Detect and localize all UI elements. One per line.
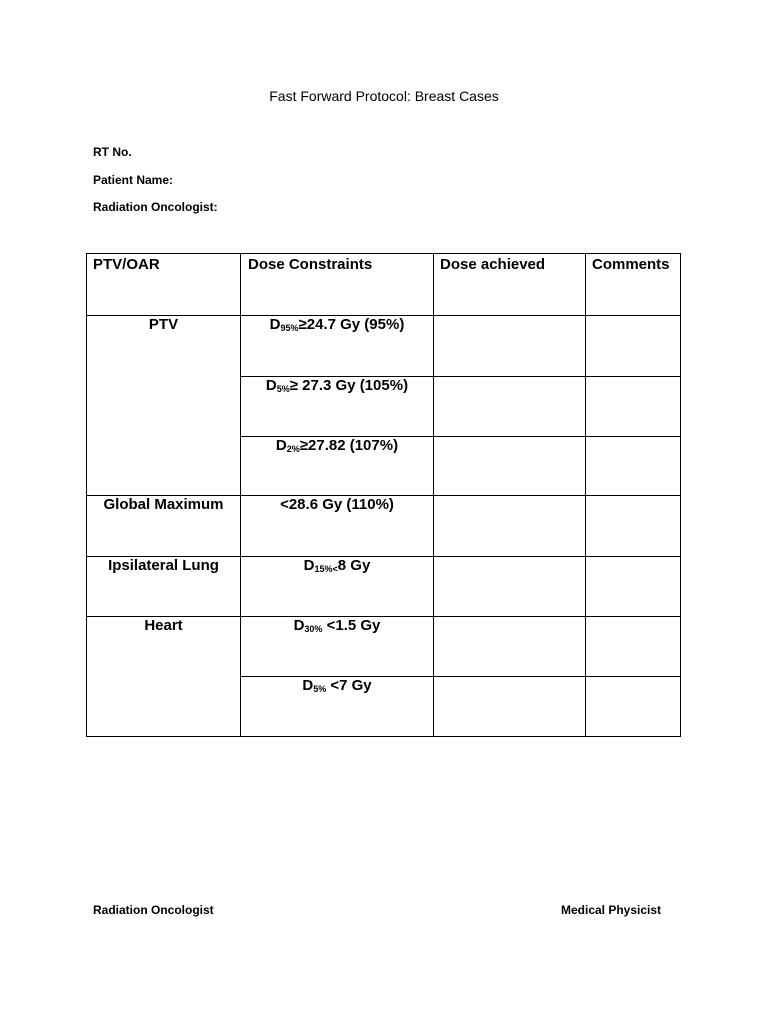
comments-cell[interactable] [586, 557, 681, 617]
header-ptv-oar: PTV/OAR [87, 254, 241, 316]
dose-constraint-cell: $D_{30\%} <1.5$ Gy [241, 617, 434, 677]
organ-ptv: PTV [87, 316, 241, 496]
dose-constraint-cell: $D_{95\%}\ge 24.7$ Gy (95%) [241, 316, 434, 377]
organ-global-maximum: Global Maximum [87, 496, 241, 557]
dose-constraint-cell: $D_{2\%}\ge 27.82$ (107%) [241, 437, 434, 496]
dose-constraint-cell: $D_{15\%<}8$ Gy [241, 557, 434, 617]
organ-ipsilateral-lung: Ipsilateral Lung [87, 557, 241, 617]
header-dose-constraints: Dose Constraints [241, 254, 434, 316]
table-row [87, 316, 681, 377]
page-title: Fast Forward Protocol: Breast Cases [269, 88, 499, 104]
dose-constraint-cell: <28.6 Gy (110%) [241, 496, 434, 557]
header-dose-achieved: Dose achieved [434, 254, 586, 316]
table-row [87, 617, 681, 677]
comments-cell[interactable] [586, 437, 681, 496]
organ-heart: Heart [87, 617, 241, 737]
dose-achieved-cell[interactable] [434, 377, 586, 437]
dose-achieved-cell[interactable] [434, 557, 586, 617]
dose-achieved-cell[interactable] [434, 677, 586, 737]
header-comments: Comments [586, 254, 681, 316]
dose-constraints-table [86, 253, 681, 737]
table-row [87, 496, 681, 557]
dose-constraint-cell: $D_{5\%} <7$ Gy [241, 677, 434, 737]
dose-achieved-cell[interactable] [434, 437, 586, 496]
patient-name-label: Patient Name: [93, 173, 174, 187]
comments-cell[interactable] [586, 617, 681, 677]
dose-achieved-cell[interactable] [434, 496, 586, 557]
rt-no-label: RT No. [93, 145, 132, 159]
dose-achieved-cell[interactable] [434, 316, 586, 377]
table-header-row [87, 254, 681, 316]
dose-achieved-cell[interactable] [434, 617, 586, 677]
signature-medical-physicist: Medical Physicist [561, 903, 662, 917]
comments-cell[interactable] [586, 316, 681, 377]
table-row [87, 557, 681, 617]
radiation-oncologist-label: Radiation Oncologist: [93, 200, 218, 214]
comments-cell[interactable] [586, 677, 681, 737]
dose-constraint-cell: $D_{5\%}\ge 27.3$ Gy (105%) [241, 377, 434, 437]
signature-radiation-oncologist: Radiation Oncologist [93, 903, 214, 917]
comments-cell[interactable] [586, 496, 681, 557]
comments-cell[interactable] [586, 377, 681, 437]
